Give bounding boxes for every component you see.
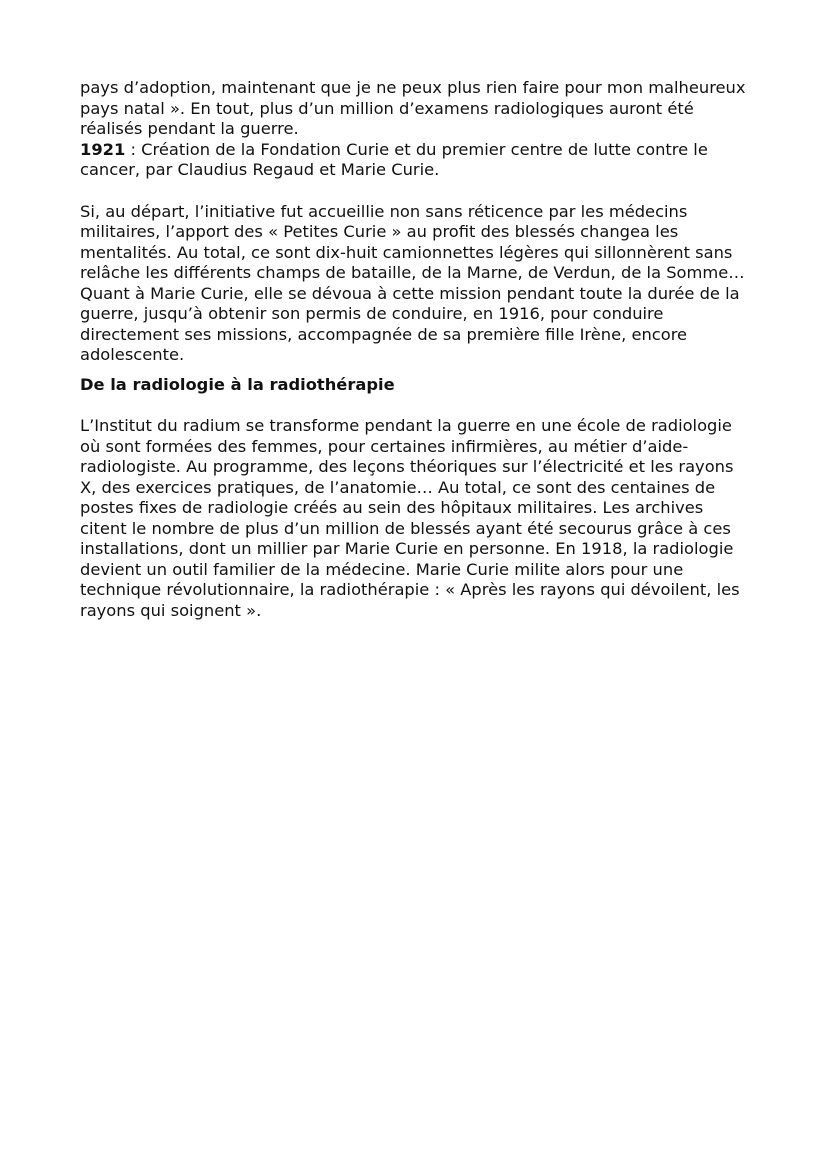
- section-heading: De la radiologie à la radiothérapie: [80, 374, 395, 394]
- event-line: [80, 140, 750, 181]
- section-paragraph: L’Institut du radium se transforme pendant la guerre en une école de radiologie où sont formées des femmes, pour certaines infirmières, au métier d’aide-radiologiste. Au programme, des leçons théoriques sur l’électricité et les rayons X, des exercices pratiques, de l’anatomie… Au total, ce sont des centaines de postes fixes de radiologie créés au sein des hôpitaux militaires. Les archives citent le nombre de plus d’un million de blessés ayant été secourus grâce à ces installations, dont un millier par Marie Curie en personne. En 1918, la radiologie devient un outil familier de la médecine. Marie Curie milite alors pour une technique révolutionnaire, la radiothérapie : « Après les rayons qui dévoilent, les rayons qui soignent ».: [80, 416, 740, 620]
- heading-spacer: [80, 395, 750, 416]
- event-year: 1921: [80, 139, 126, 159]
- intro-paragraph: pays d’adoption, maintenant que je ne peux plus rien faire pour mon malheureux pays natal ». En tout, plus d’un million d’examens radiologiques auront été réalisés pendant la guerre.: [80, 78, 746, 138]
- body-paragraph-1: Si, au départ, l’initiative fut accueillie non sans réticence par les médecins militaires, l’apport des « Petites Curie » au profit des blessés changea les mentalités. Au total, ce sont dix-huit camionnettes légères qui sillonnèrent sans relâche les différents champs de bataille, de la Marne, de Verdun, de la Somme… Quant à Marie Curie, elle se dévoua à cette mission pendant toute la durée de la guerre, jusqu’à obtenir son permis de conduire, en 1916, pour conduire directement ses missions, accompagnée de sa première fille Irène, encore adolescente.: [80, 201, 745, 364]
- paragraph-spacer: [80, 181, 750, 202]
- event-text: : Création de la Fondation Curie et du premier centre de lutte contre le cancer, par Claudius Regaud et Marie Curie.: [80, 139, 708, 179]
- document-body: [80, 78, 750, 621]
